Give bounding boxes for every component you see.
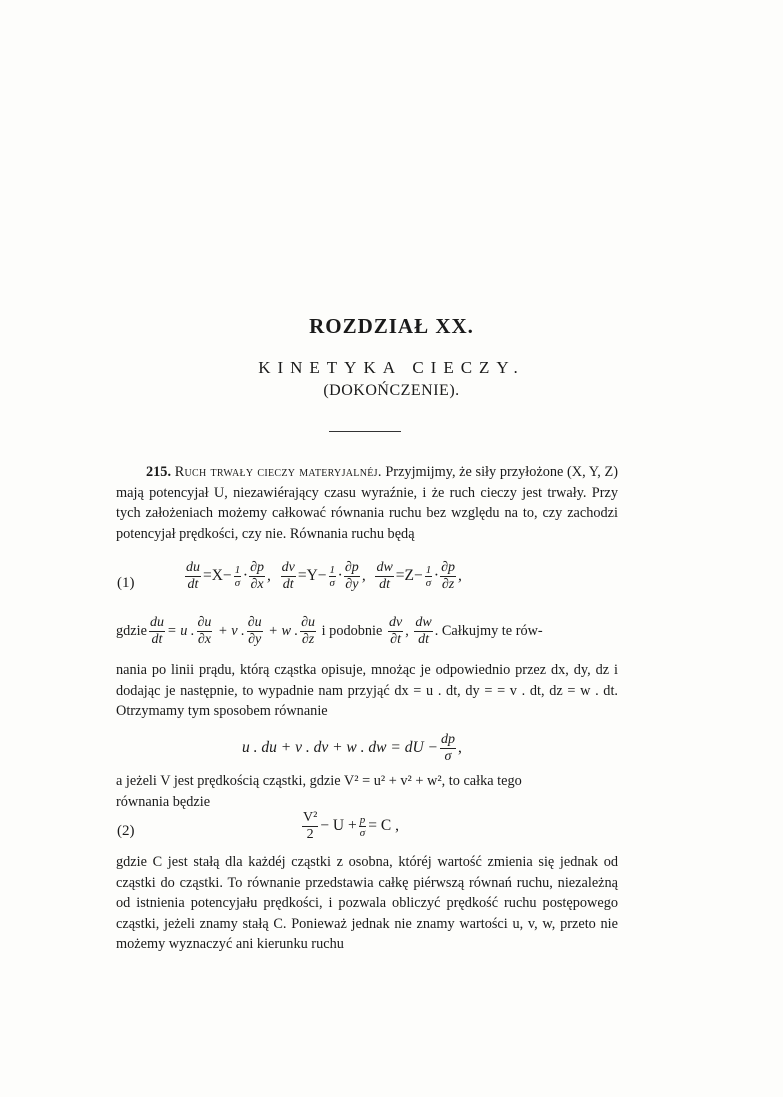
eq1-t1-p-den: ∂x xyxy=(250,577,264,592)
paragraph-velocity xyxy=(116,771,618,812)
eq1-t2-p-num: ∂p xyxy=(344,560,359,575)
eq1-t3-lhs-den: dt xyxy=(379,577,391,592)
eq1-t1-c-den: σ xyxy=(234,577,241,589)
eq1-t3-p-num: ∂p xyxy=(441,560,456,575)
definition-line: gdzie $\frac{du}{dt}$ = u . $\frac{\partial u}{\partial x}$ + v . $\frac{\partial u}{\partial y}$ + w . $\frac{\partial u}{\partial z}$ i podobnie $\frac{dv}{\partial t}$ , $\frac{dw}{dt}$ . Całkujmy te rów- xyxy=(116,615,543,647)
equation-2-label: (2) xyxy=(117,823,135,839)
chapter-subtitle: KINETYKA CIECZY. xyxy=(258,358,525,377)
eq1-t3-c-den: σ xyxy=(425,577,432,589)
paragraph-first-integral: gdzie C jest stałą dla każdéj cząstki z osobna, któréj wartość zmienia się jednak od cząstki do cząstki. To równanie przedstawia całkę piérwszą równań ruchu, niezależną od istnienia potencyjału prędkości, i pozwala obliczyć prędkość ruchu postępowego cząstki, jeżeli znamy stałą C. Ponieważ jednak nie znamy wartości u, v, w, przeto nie możemy wyznaczyć ani kierunku ruchu xyxy=(116,854,618,953)
eq1-t1-lhs-den: dt xyxy=(187,577,199,592)
def-d-den: ∂t xyxy=(390,632,401,647)
def-c-den: ∂z xyxy=(301,632,315,647)
paragraph-velocity-line1: a jeżeli V jest prędkością cząstki, gdzie V² = u² + v² + w², to całka tego xyxy=(116,773,522,789)
eq1-t3-c-num: 1 xyxy=(425,564,432,576)
eq2-rhs: = C , xyxy=(368,817,399,835)
gdzie-word: gdzie xyxy=(116,622,147,639)
def-lhs-den: dt xyxy=(151,632,163,647)
section-heading: Ruch trwały cieczy materyjalnéj. xyxy=(174,464,382,480)
eq1-t1-lhs-num: du xyxy=(186,560,200,575)
chapter-subtitle-continued: (DOKOŃCZENIE). xyxy=(323,382,460,399)
eq1-t3-lhs-num: dw xyxy=(376,560,393,575)
eq1-t2-lhs-num: dv xyxy=(281,560,295,575)
eq2-p-den: σ xyxy=(359,827,366,839)
chapter-title: ROZDZIAŁ XX. xyxy=(309,314,474,338)
equation-1: $\frac{du}{dt}$ =X− $\frac{1}{\sigma}$ · $\frac{\partial p}{\partial x}$ , $\frac{dv}{dt}$ =Y− $\frac{1}{\sigma}$ · $\frac{\partial p}{\partial y}$ , $\frac{dw}{dt}$ =Z− $\frac{1}{\sigma}$ · $\frac{\partial p}{\partial z}$ , xyxy=(186,560,462,592)
paragraph-integration: nania po linii prądu, którą cząstka opisuje, mnożąc je odpowiednio przez dx, dy, dz i dodając je następnie, to wypadnie nam przyjąć dx = u . dt, dy = = v . dt, dz = w . dt. Otrzymamy tym sposobem równanie xyxy=(116,662,618,720)
eq1-t1-force: =X− xyxy=(203,567,232,585)
eq-mid-den: σ xyxy=(444,749,452,764)
eq1-t2-force: =Y− xyxy=(297,567,327,585)
def-d-num: dv xyxy=(388,615,403,630)
def-e-num: dw xyxy=(415,615,432,630)
eq2-v-den: 2 xyxy=(306,827,314,842)
eq1-t1-c-num: 1 xyxy=(234,564,241,576)
def-tail: Całkujmy te rów- xyxy=(441,622,543,639)
section-intro-text: Przyjmijmy, że siły przyłożone (X, Y, Z) mają potencyjał U, niezawiérający czasu wyraźnie, i że ruch cieczy jest trwały. Przy tych założeniach możemy całkować równania ruchu bez względu na to, czy zachodzi potencyjał prędkości, czy nie. Równania ruchu będą xyxy=(116,464,618,542)
eq2-p-num: p xyxy=(359,814,366,826)
eq1-t2-c-num: 1 xyxy=(329,564,336,576)
eq1-t1-p-num: ∂p xyxy=(250,560,264,575)
def-plus-w: + w . xyxy=(268,622,299,639)
section-number: 215. xyxy=(146,464,172,480)
def-lhs-num: du xyxy=(149,615,164,630)
def-a-den: ∂x xyxy=(197,632,212,647)
eq1-t2-c-den: σ xyxy=(329,577,335,589)
equation-2 xyxy=(300,810,399,843)
def-a-num: ∂u xyxy=(197,615,212,630)
eq-mid-num: dp xyxy=(440,732,455,747)
equation-1-label: (1) xyxy=(117,575,135,591)
equation-energy-differential xyxy=(242,732,462,765)
def-b-den: ∂y xyxy=(248,632,262,647)
eq2-v-num: V² xyxy=(303,810,318,825)
def-plus-v: + v . xyxy=(218,622,245,639)
def-e-den: dt xyxy=(418,632,429,647)
eq1-t2-p-den: ∂y xyxy=(345,577,359,592)
def-c-num: ∂u xyxy=(301,615,316,630)
section-intro-paragraph xyxy=(116,462,618,544)
eq1-t3-force: =Z− xyxy=(395,567,423,585)
eq-mid-end: , xyxy=(457,739,462,757)
eq-mid-lhs: u . du + v . dv + w . dw = dU − xyxy=(242,739,438,757)
eq1-t3-p-den: ∂z xyxy=(441,577,455,592)
eq1-t2-lhs-den: dt xyxy=(282,577,294,592)
def-podobnie: i podobnie xyxy=(321,622,383,639)
def-eq-u: = u . xyxy=(166,622,195,639)
section-divider xyxy=(329,431,401,432)
paragraph-velocity-line2: równania będzie xyxy=(116,793,211,810)
def-b-num: ∂u xyxy=(247,615,262,630)
eq2-mid: − U + xyxy=(320,817,357,835)
